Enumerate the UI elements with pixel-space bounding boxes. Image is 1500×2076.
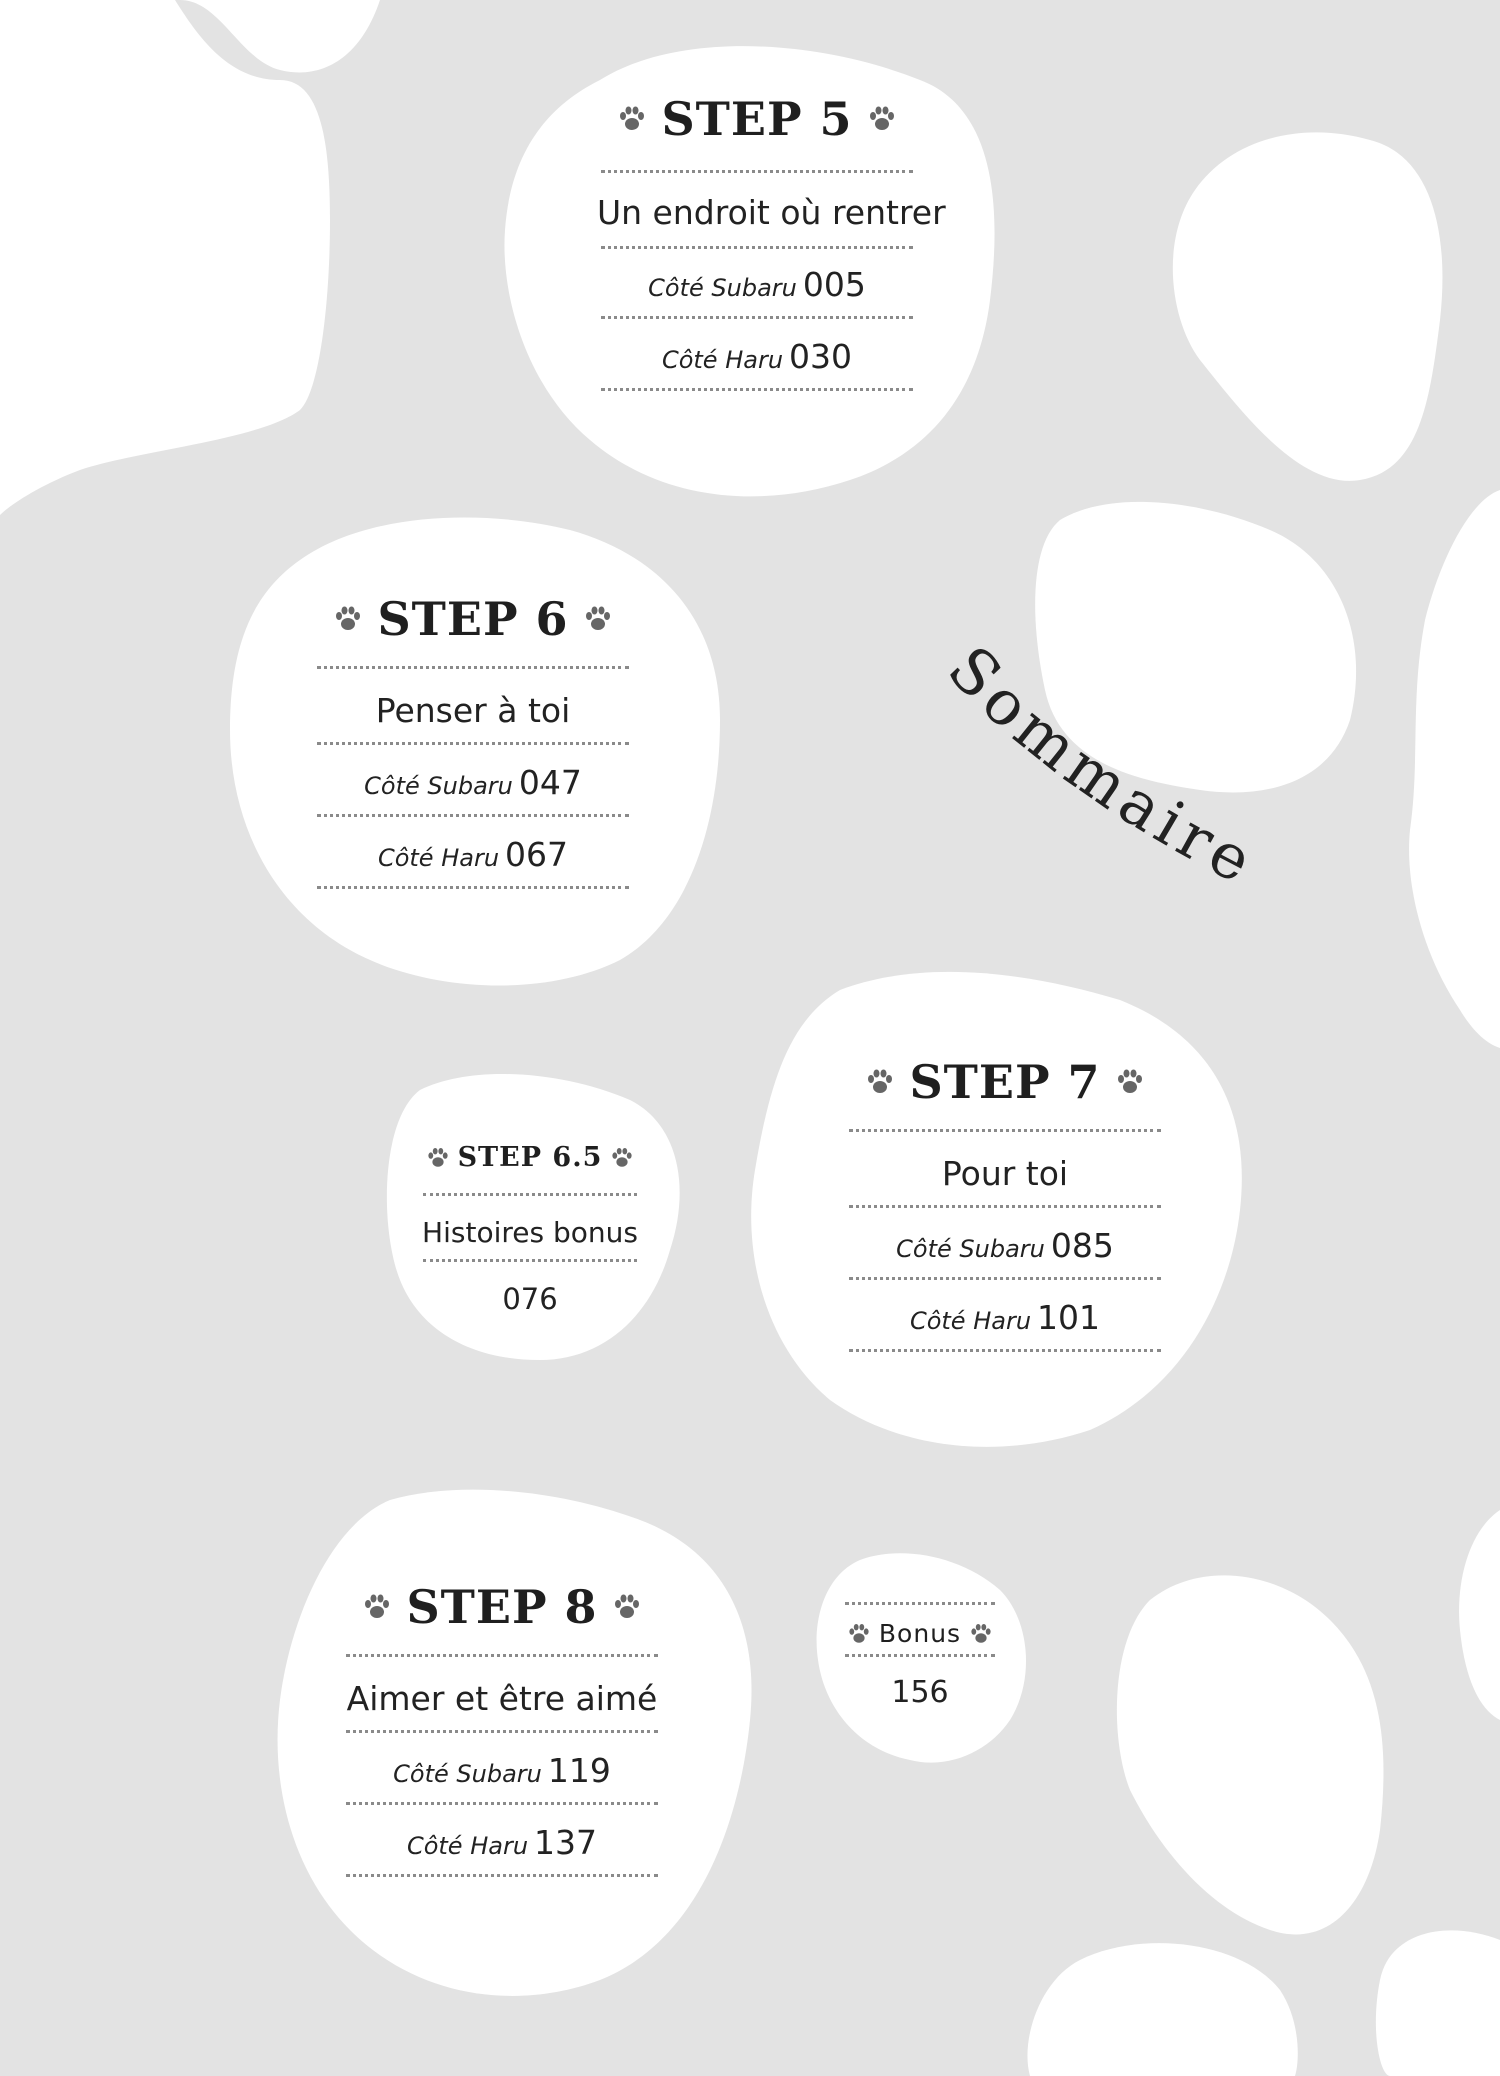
dotted-divider [346, 1654, 658, 1657]
dotted-divider [346, 1802, 658, 1805]
step-7-title: STEP 7 [909, 1055, 1101, 1109]
page-number: 076 [502, 1282, 558, 1316]
paw-print-icon [969, 1622, 993, 1646]
dotted-divider [849, 1277, 1161, 1280]
page-number: 156 [891, 1675, 949, 1710]
dotted-divider [601, 170, 913, 173]
bonus-label: Bonus [878, 1619, 962, 1648]
page-number: 030 [789, 337, 853, 376]
chapter-title: Aimer et être aimé [346, 1679, 658, 1718]
paw-print-icon [617, 104, 647, 134]
chapter-title: Penser à toi [375, 691, 571, 730]
side-label: Côté Subaru [648, 274, 797, 302]
step-8-entry [342, 1580, 662, 1877]
step-6-5-title: STEP 6.5 [457, 1142, 603, 1173]
page-number: 047 [518, 763, 582, 802]
step-title [313, 592, 633, 646]
cote-subaru-entry [597, 265, 917, 304]
cote-subaru-entry [342, 1751, 662, 1790]
cote-subaru-entry [313, 763, 633, 802]
chapter-title: Histoires bonus [422, 1216, 638, 1249]
dotted-divider [317, 742, 629, 745]
step-7-entry [845, 1055, 1165, 1352]
dotted-divider [346, 1730, 658, 1733]
paw-print-icon [867, 104, 897, 134]
step-6-entry [313, 592, 633, 889]
bonus-title [840, 1619, 1000, 1648]
dotted-divider [601, 388, 913, 391]
paw-print-icon [865, 1067, 895, 1097]
page-number: 119 [547, 1751, 611, 1790]
dotted-divider [423, 1259, 637, 1262]
dotted-divider [317, 814, 629, 817]
page-number: 101 [1037, 1298, 1101, 1337]
dotted-divider [601, 316, 913, 319]
chapter-title: Un endroit où rentrer [597, 193, 946, 232]
side-label: Côté Subaru [393, 1760, 542, 1788]
step-5-entry [597, 92, 946, 391]
page-number: 137 [534, 1823, 598, 1862]
dotted-divider [317, 666, 629, 669]
dotted-divider [317, 886, 629, 889]
side-label: Côté Subaru [896, 1235, 1045, 1263]
side-label: Côté Haru [909, 1307, 1032, 1335]
paw-print-icon [583, 604, 613, 634]
paw-print-icon [612, 1592, 642, 1622]
cote-haru-entry [845, 1298, 1165, 1337]
paw-print-icon [426, 1146, 450, 1170]
step-8-title: STEP 8 [406, 1580, 598, 1634]
chapter-title: Pour toi [941, 1154, 1069, 1193]
dotted-divider [601, 246, 913, 249]
step-title [597, 92, 917, 146]
page-number: 067 [505, 835, 569, 874]
step-title [845, 1055, 1165, 1109]
paw-print-icon [847, 1622, 871, 1646]
dotted-divider [346, 1874, 658, 1877]
paw-print-icon [362, 1592, 392, 1622]
bonus-entry [840, 1602, 1000, 1710]
step-5-title: STEP 5 [661, 92, 853, 146]
step-title [410, 1142, 650, 1173]
dotted-divider [849, 1129, 1161, 1132]
dotted-divider [849, 1205, 1161, 1208]
step-6-title: STEP 6 [377, 592, 569, 646]
cote-haru-entry [342, 1823, 662, 1862]
paw-print-icon [1115, 1067, 1145, 1097]
side-label: Côté Haru [661, 346, 784, 374]
side-label: Côté Haru [406, 1832, 529, 1860]
dotted-divider [849, 1349, 1161, 1352]
side-label: Côté Haru [377, 844, 500, 872]
step-title [342, 1580, 662, 1634]
sommaire-heading: Sommaire [933, 631, 1269, 900]
paw-print-icon [333, 604, 363, 634]
cote-subaru-entry [845, 1226, 1165, 1265]
cote-haru-entry [597, 337, 917, 376]
paw-print-icon [610, 1146, 634, 1170]
dotted-divider [845, 1654, 995, 1657]
step-6-5-entry [410, 1142, 650, 1316]
page-number: 005 [802, 265, 866, 304]
side-label: Côté Subaru [364, 772, 513, 800]
page-number: 085 [1050, 1226, 1114, 1265]
dotted-divider [423, 1193, 637, 1196]
dotted-divider [845, 1602, 995, 1605]
cote-haru-entry [313, 835, 633, 874]
